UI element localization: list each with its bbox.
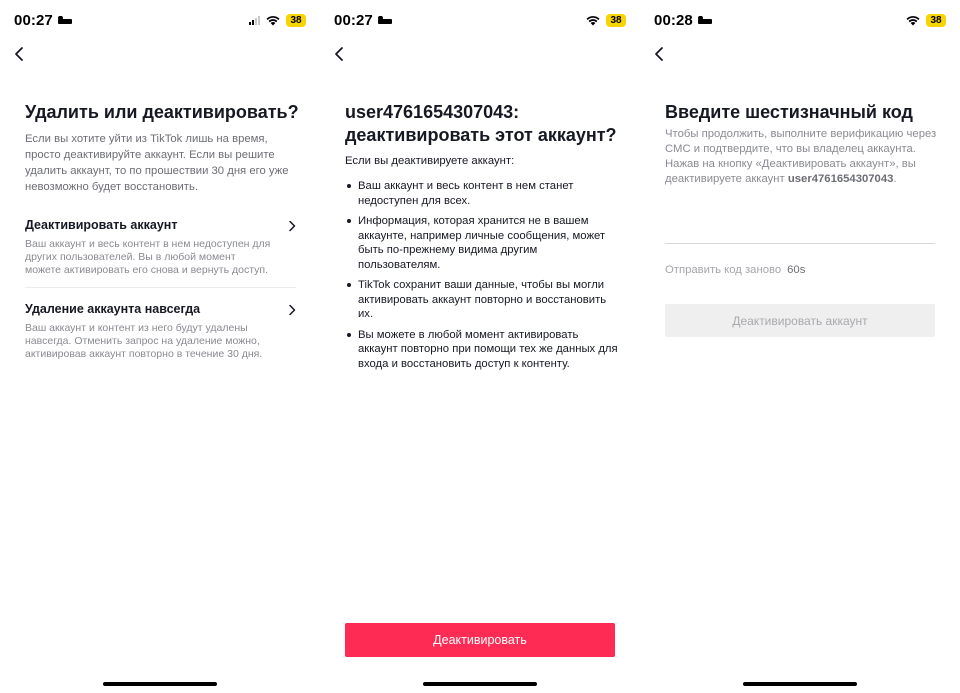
- resend-code[interactable]: [665, 262, 805, 278]
- status-time: 00:27: [14, 11, 53, 29]
- status-time: 00:27: [334, 11, 373, 29]
- chevron-right-icon: [288, 220, 296, 232]
- intro-username: user4761654307043: [787, 173, 894, 185]
- battery-indicator: 38: [286, 14, 306, 27]
- screen-deactivate-confirm: [320, 0, 640, 693]
- option-description: Ваш аккаунт и контент из него будут удалены навсегда. Отменить запрос на удаление можно, активировав аккаунт повторно в течение 30 дня.: [25, 322, 263, 360]
- back-icon[interactable]: [12, 44, 28, 64]
- screen-delete-or-deactivate: [0, 0, 320, 693]
- consequences-list: [345, 179, 618, 377]
- back-icon[interactable]: [652, 44, 668, 64]
- option-description: Ваш аккаунт и весь контент в нем недоступен для других пользователей. Вы в любой момент можете активировать его снова и вернуть доступ.: [25, 238, 271, 276]
- status-right: [586, 14, 626, 27]
- deactivate-account-button[interactable]: Деактивировать аккаунт: [665, 304, 935, 337]
- intro-text: Если вы хотите уйти из TikTok лишь на время, просто деактивируйте аккаунт. Если вы решите удалить аккаунт, то по прошествии 30 дня его уже невозможно будет восстановить.: [25, 133, 289, 193]
- deactivate-account-option[interactable]: [25, 216, 296, 277]
- signal-icon: [249, 15, 260, 25]
- bed-icon: [58, 16, 72, 24]
- option-title: Удаление аккаунта навсегда: [25, 302, 201, 316]
- list-item: TikTok сохранит ваши данные, чтобы вы могли активировать аккаунт повторно и восстановить их.: [345, 278, 618, 322]
- home-indicator[interactable]: [103, 682, 217, 686]
- page-title: user4761654307043: деактивировать этот аккаунт?: [345, 102, 617, 145]
- lead-text: Если вы деактивируете аккаунт:: [345, 155, 515, 167]
- intro-prefix: Чтобы продолжить, выполните верификацию через СМС и подтвердите, что вы владелец аккаунта. Нажав на кнопку «Деактивировать аккаунт», вы деактивируете аккаунт: [665, 128, 937, 185]
- resend-timer: 60s: [787, 264, 806, 276]
- chevron-right-icon: [288, 304, 296, 316]
- intro-text: [665, 127, 940, 187]
- status-bar: [334, 10, 626, 30]
- delete-account-option[interactable]: [25, 300, 296, 361]
- bed-icon: [698, 16, 712, 24]
- resend-label: Отправить код заново: [665, 264, 782, 276]
- list-item: Ваш аккаунт и весь контент в нем станет недоступен для всех.: [345, 179, 618, 208]
- wifi-icon: [906, 15, 920, 26]
- home-indicator[interactable]: [423, 682, 537, 686]
- wifi-icon: [266, 15, 280, 26]
- list-item: Информация, которая хранится не в вашем аккаунте, например личные сообщения, может быть по-прежнему видима другим пользователям.: [345, 214, 618, 272]
- list-item: Вы можете в любой момент активировать аккаунт повторно при помощи тех же данных для входа и восстановить доступ к контенту.: [345, 328, 618, 372]
- status-bar: [14, 10, 306, 30]
- battery-indicator: 38: [606, 14, 626, 27]
- divider: [25, 287, 296, 288]
- wifi-icon: [586, 15, 600, 26]
- status-bar: [654, 10, 946, 30]
- back-icon[interactable]: [332, 44, 348, 64]
- status-time: 00:28: [654, 11, 693, 29]
- intro-suffix: .: [893, 173, 897, 185]
- screen-enter-code: [640, 0, 960, 693]
- status-right: [906, 14, 946, 27]
- page-title: Введите шестизначный код: [665, 102, 913, 122]
- page-title: Удалить или деактивировать?: [25, 102, 299, 122]
- bed-icon: [378, 16, 392, 24]
- code-input[interactable]: [665, 243, 935, 244]
- deactivate-button[interactable]: Деактивировать: [345, 623, 615, 657]
- option-title: Деактивировать аккаунт: [25, 218, 178, 232]
- battery-indicator: 38: [926, 14, 946, 27]
- home-indicator[interactable]: [743, 682, 857, 686]
- status-right: [249, 14, 306, 27]
